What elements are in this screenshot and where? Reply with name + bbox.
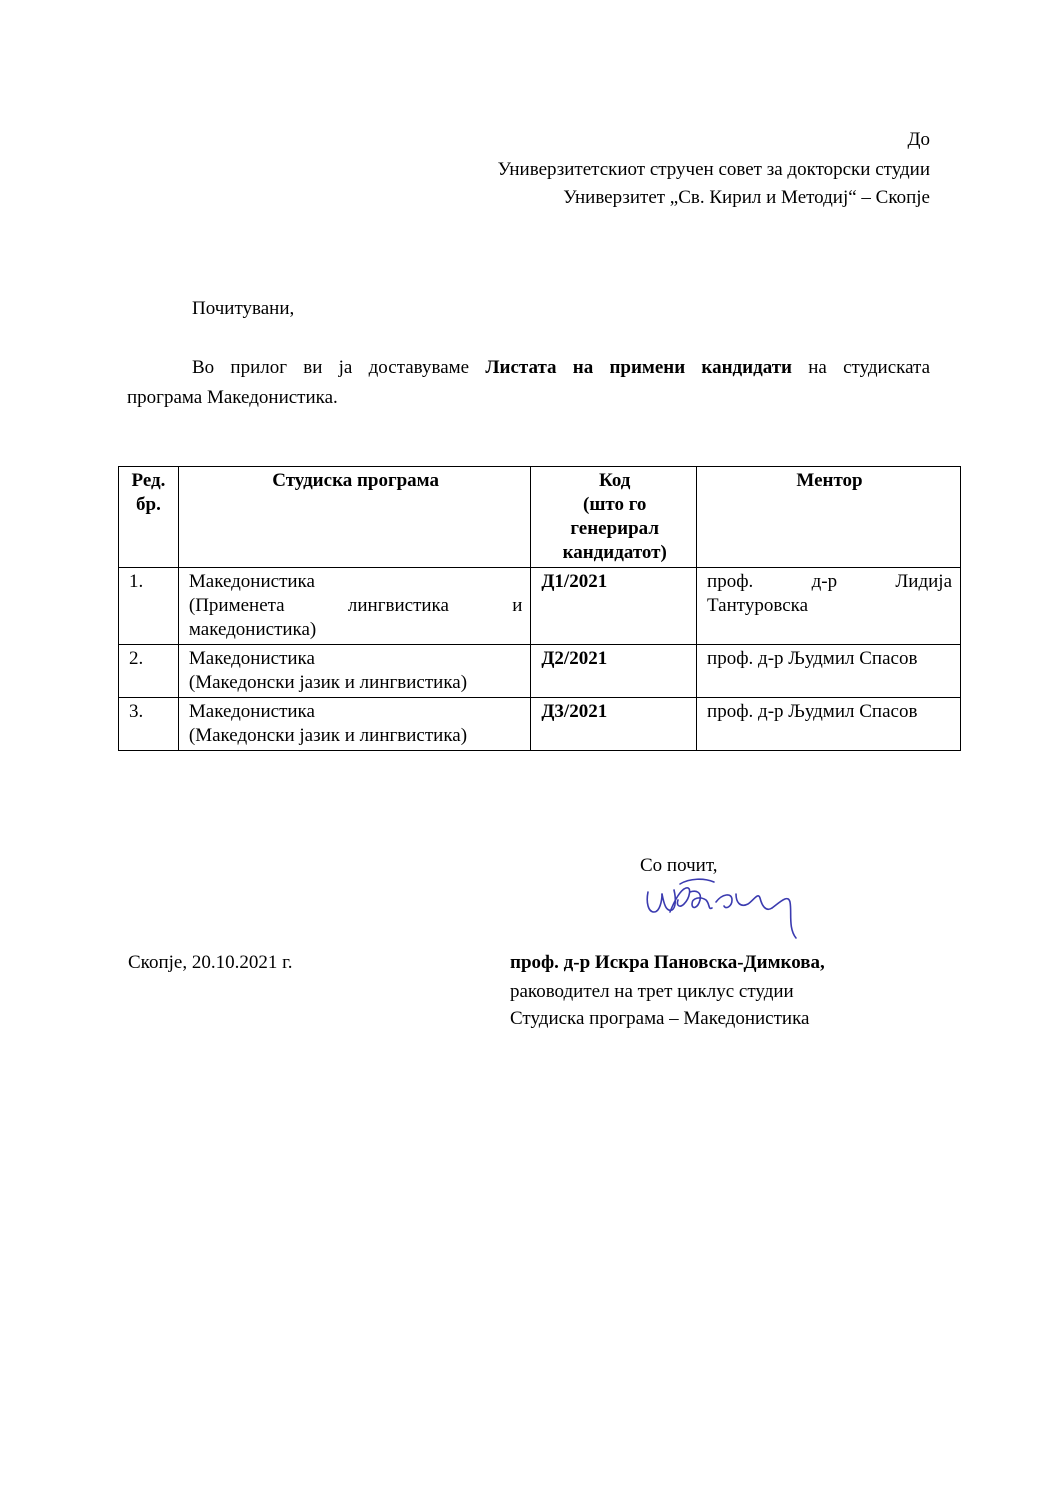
mentor-line1 [707,570,952,594]
header-mentor: Ментор [697,467,961,568]
closing: Со почит, [640,855,718,876]
header-number: Ред. бр. [119,467,179,568]
program-name: Македонистика [188,648,315,669]
row-mentor: проф. д-р Људмил Спасов [697,645,961,698]
table-row [119,568,961,645]
header-program: Студиска програма [178,467,530,568]
row-number: 1. [119,568,179,645]
program-subtitle: (Македонски јазик и лингвистика) [188,672,468,693]
table-header-row [119,467,961,568]
row-code: Д2/2021 [531,645,697,698]
header-code-line4: кандидатот) [562,542,667,563]
greeting: Почитувани, [192,298,295,319]
program-subtitle-word: лингвистика [347,595,449,616]
row-program [178,698,530,751]
row-number: 2. [119,645,179,698]
signatory-role: раководител на трет циклус студии [510,981,794,1002]
place-date: Скопје, 20.10.2021 г. [128,952,293,973]
handwritten-signature [640,872,810,942]
addressee-university: Универзитет „Св. Кирил и Методиј“ – Скопје [563,187,930,208]
addressee-to: До [907,129,930,150]
mentor-word: Лидија [895,571,953,592]
header-code-line2: (што го [583,494,647,515]
table-row [119,698,961,751]
row-mentor: проф. д-р Људмил Спасов [697,698,961,751]
program-subtitle-word: (Применета [188,595,285,616]
row-code: Д3/2021 [531,698,697,751]
mentor-word: д-р [811,571,838,592]
signatory-program: Студиска програма – Македонистика [510,1008,810,1029]
addressee-council: Универзитетскиот стручен совет за докторски студии [497,159,930,180]
header-code-line3: генерирал [570,518,659,539]
program-subtitle-word: и [512,595,523,616]
program-subtitle: (Македонски јазик и лингвистика) [188,725,468,746]
row-code: Д1/2021 [531,568,697,645]
body-line-1 [127,353,930,383]
header-code-line1: Код [599,470,631,491]
signatory-name: проф. д-р Искра Пановска-Димкова, [510,952,825,973]
program-subtitle-line1 [189,594,522,618]
row-program [178,645,530,698]
body-paragraph [127,353,930,413]
row-number: 3. [119,698,179,751]
header-code [531,467,697,568]
body-bold-list: Листата на примени кандидати [485,357,792,378]
program-subtitle-line2: македонистика) [188,619,317,640]
mentor-word: проф. [707,571,754,592]
body-text-end: на студиската [792,357,931,378]
body-line-2: програма Македонистика. [127,387,338,408]
table-row [119,645,961,698]
candidates-table [118,466,961,751]
row-program [178,568,530,645]
program-name: Македонистика [188,571,315,592]
row-mentor [697,568,961,645]
program-name: Македонистика [188,701,315,722]
body-text-start: Во прилог ви ја доставуваме [192,357,486,378]
mentor-line2: Тантуровска [707,595,809,616]
